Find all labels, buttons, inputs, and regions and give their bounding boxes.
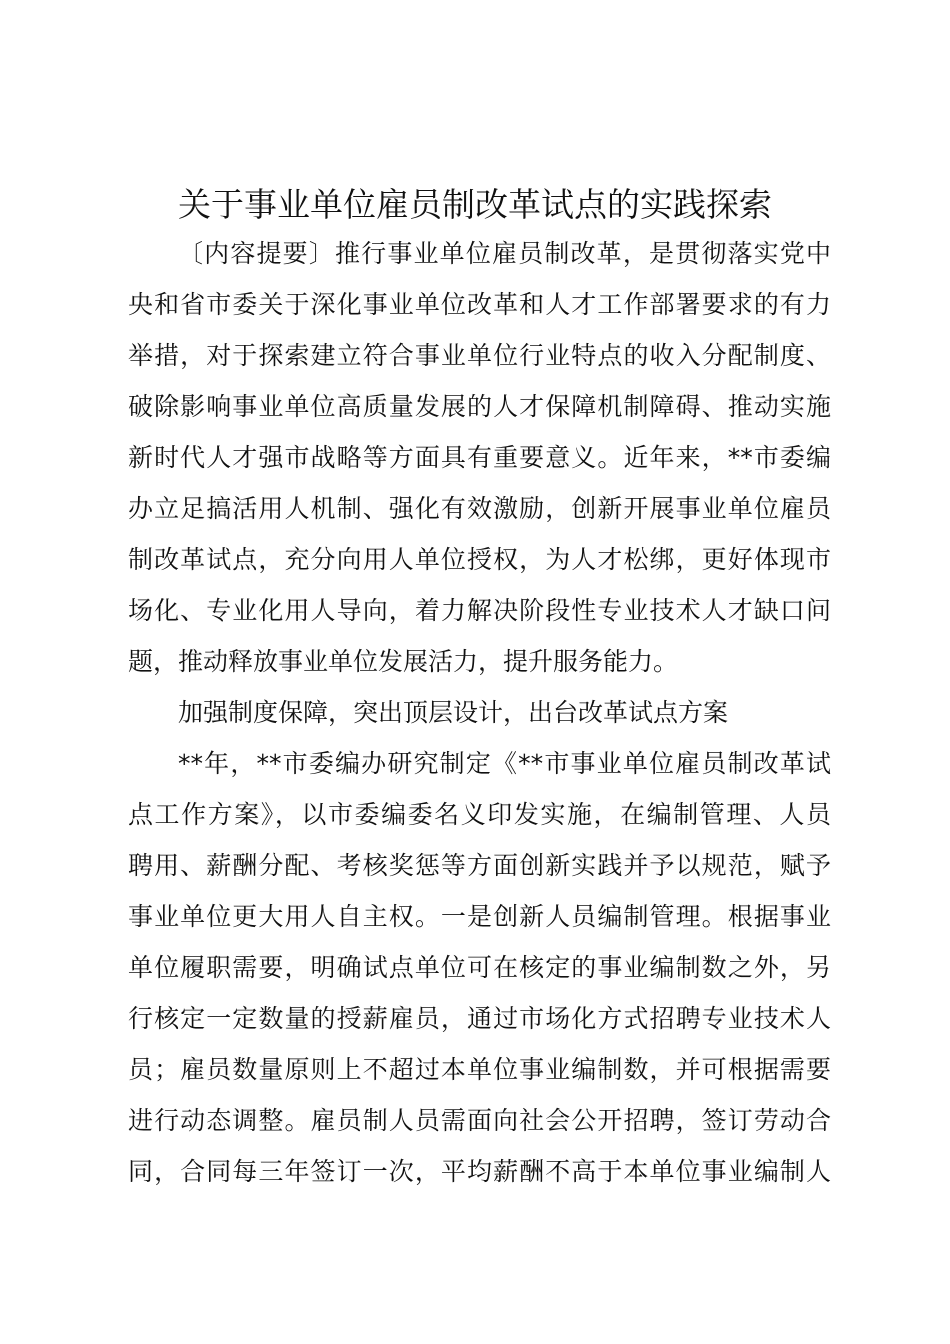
text-line: 〔内容提要〕推行事业单位雇员制改革，是贯彻落实党中 (178, 239, 831, 268)
document-title: 关于事业单位雇员制改革试点的实践探索 (178, 185, 772, 224)
text-line: 破除影响事业单位高质量发展的人才保障机制障碍、推动实施 (128, 392, 831, 421)
text-line: 员；雇员数量原则上不超过本单位事业编制数，并可根据需要 (128, 1055, 831, 1084)
text-line: 新时代人才强市战略等方面具有重要意义。近年来，**市委编 (128, 443, 831, 472)
text-line: 办立足搞活用人机制、强化有效激励，创新开展事业单位雇员 (128, 494, 831, 523)
text-line: 举措，对于探索建立符合事业单位行业特点的收入分配制度、 (128, 341, 831, 370)
section-heading: 加强制度保障，突出顶层设计，出台改革试点方案 (178, 698, 729, 727)
text-line: 聘用、薪酬分配、考核奖惩等方面创新实践并予以规范，赋予 (128, 851, 831, 880)
text-line: 单位履职需要，明确试点单位可在核定的事业编制数之外，另 (128, 953, 831, 982)
text-line: 事业单位更大用人自主权。一是创新人员编制管理。根据事业 (128, 902, 831, 931)
text-line: 场化、专业化用人导向，着力解决阶段性专业技术人才缺口问 (128, 596, 831, 625)
text-line: **年，**市委编办研究制定《**市事业单位雇员制改革试 (178, 749, 831, 778)
text-line: 央和省市委关于深化事业单位改革和人才工作部署要求的有力 (128, 290, 831, 319)
text-line: 进行动态调整。雇员制人员需面向社会公开招聘，签订劳动合 (128, 1106, 831, 1135)
text-line: 制改革试点，充分向用人单位授权，为人才松绑，更好体现市 (128, 545, 831, 574)
text-line: 行核定一定数量的授薪雇员，通过市场化方式招聘专业技术人 (128, 1004, 831, 1033)
text-line: 同，合同每三年签订一次，平均薪酬不高于本单位事业编制人 (128, 1157, 831, 1186)
text-line: 点工作方案》，以市委编委名义印发实施，在编制管理、人员 (128, 800, 831, 829)
text-line: 题，推动释放事业单位发展活力，提升服务能力。 (128, 647, 679, 676)
